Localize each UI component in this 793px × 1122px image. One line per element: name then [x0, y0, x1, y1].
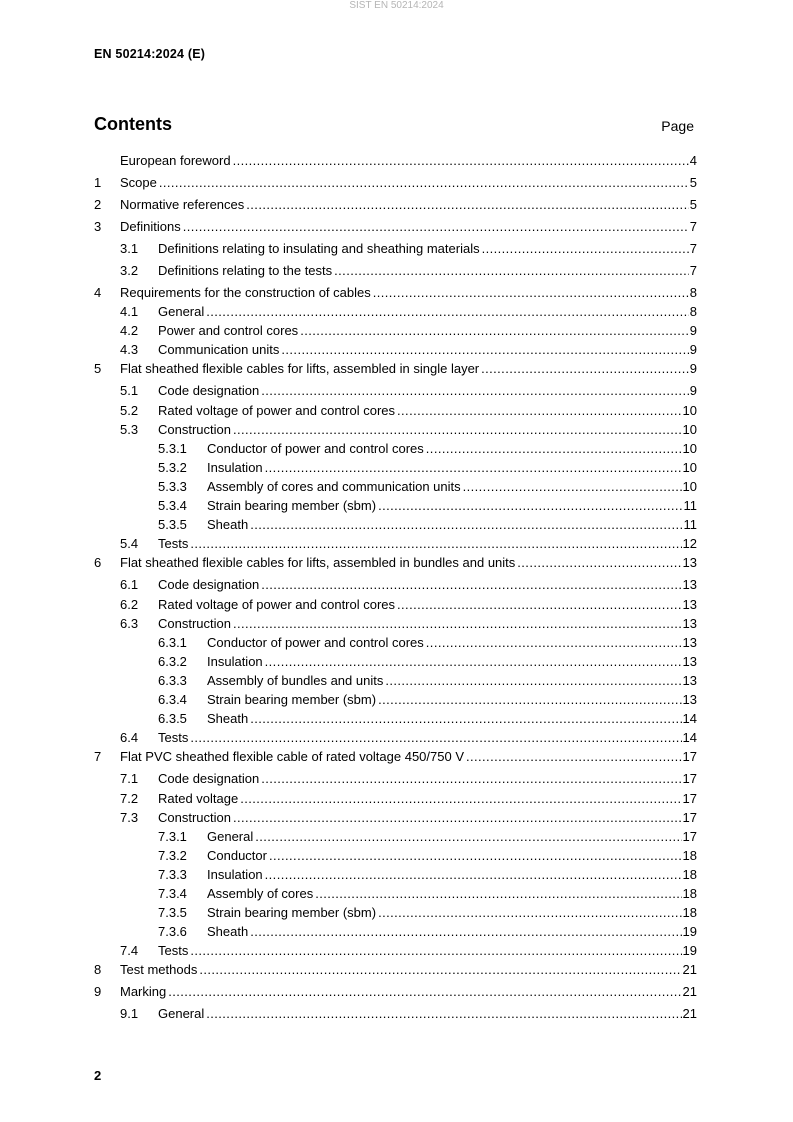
toc-entry-title: General	[207, 829, 254, 844]
toc-dot-leader	[426, 635, 682, 651]
toc-dot-leader	[373, 285, 689, 301]
toc-entry-number: 9	[94, 984, 102, 999]
toc-entry[interactable]	[94, 984, 697, 1000]
toc-entry-number: 5	[94, 361, 102, 376]
toc-dot-leader	[246, 197, 688, 213]
toc-entry-page: 17	[682, 749, 697, 764]
toc-dot-leader	[265, 460, 682, 476]
toc-entry-page: 14	[682, 711, 697, 726]
toc-entry-number: 5.1	[120, 383, 139, 398]
toc-dot-leader	[482, 241, 689, 257]
toc-dot-leader	[261, 771, 681, 787]
toc-dot-leader	[397, 597, 682, 613]
toc-entry-title: Construction	[158, 616, 231, 631]
toc-entry[interactable]	[94, 1006, 697, 1022]
toc-entry-number: 3.1	[120, 241, 139, 256]
toc-entry-number: 2	[94, 197, 102, 212]
toc-entry-page: 18	[682, 867, 697, 882]
toc-entry-title: Communication units	[158, 342, 280, 357]
toc-entry[interactable]	[94, 153, 697, 169]
toc-entry-page: 9	[689, 342, 697, 357]
toc-entry-number: 5.3.1	[158, 441, 187, 456]
toc-entry-number: 6.3.1	[158, 635, 187, 650]
toc-entry-number: 6.3.3	[158, 673, 187, 688]
toc-entry-page: 13	[682, 635, 697, 650]
toc-entry-page: 8	[689, 304, 697, 319]
toc-entry-title: Test methods	[120, 962, 198, 977]
toc-entry-page: 7	[689, 219, 697, 234]
toc-entry[interactable]	[94, 361, 697, 377]
toc-entry-page: 18	[682, 848, 697, 863]
toc-dot-leader	[300, 323, 689, 339]
toc-entry-number: 5.2	[120, 403, 139, 418]
toc-dot-leader	[315, 886, 681, 902]
toc-dot-leader	[240, 791, 681, 807]
toc-entry[interactable]	[94, 323, 697, 339]
toc-dot-leader	[385, 673, 681, 689]
toc-dot-leader	[183, 219, 689, 235]
toc-entry[interactable]	[94, 673, 697, 689]
toc-dot-leader	[466, 749, 682, 765]
toc-entry-title: Construction	[158, 422, 231, 437]
toc-entry[interactable]	[94, 711, 697, 727]
toc-entry[interactable]	[94, 577, 697, 593]
toc-entry[interactable]	[94, 791, 697, 807]
toc-entry-title: Power and control cores	[158, 323, 299, 338]
toc-entry-page: 8	[689, 285, 697, 300]
toc-dot-leader	[190, 943, 681, 959]
toc-entry-number: 3	[94, 219, 102, 234]
toc-entry-number: 9.1	[120, 1006, 139, 1021]
toc-entry-page: 13	[682, 555, 697, 570]
toc-dot-leader	[265, 654, 682, 670]
toc-entry[interactable]	[94, 654, 697, 670]
toc-entry-page: 10	[682, 422, 697, 437]
toc-entry-page: 12	[682, 536, 697, 551]
toc-entry-title: Normative references	[120, 197, 245, 212]
toc-entry-number: 6.3.5	[158, 711, 187, 726]
document-id-header: EN 50214:2024 (E)	[94, 47, 206, 61]
toc-entry[interactable]	[94, 616, 697, 632]
toc-entry[interactable]	[94, 597, 697, 613]
toc-entry-number: 7.3.6	[158, 924, 187, 939]
toc-entry-title: Definitions relating to insulating and sheathing materials	[158, 241, 480, 256]
toc-entry-number: 6.3.2	[158, 654, 187, 669]
toc-entry-title: Construction	[158, 810, 231, 825]
toc-dot-leader	[233, 616, 682, 632]
toc-entry[interactable]	[94, 692, 697, 708]
toc-entry-page: 9	[689, 383, 697, 398]
toc-entry-page: 17	[682, 829, 697, 844]
toc-dot-leader	[378, 498, 682, 514]
toc-entry-page: 13	[682, 597, 697, 612]
toc-entry-number: 7.3.5	[158, 905, 187, 920]
toc-entry-page: 14	[682, 730, 697, 745]
toc-entry-page: 19	[682, 943, 697, 958]
toc-entry-page: 9	[689, 323, 697, 338]
toc-dot-leader	[206, 1006, 681, 1022]
toc-entry-number: 5.3.5	[158, 517, 187, 532]
toc-entry-number: 7.3	[120, 810, 139, 825]
toc-entry-page: 13	[682, 692, 697, 707]
toc-entry-title: Sheath	[207, 711, 249, 726]
toc-entry-number: 1	[94, 175, 102, 190]
toc-entry-number: 6.3.4	[158, 692, 187, 707]
toc-entry-title: Marking	[120, 984, 167, 999]
toc-entry-number: 8	[94, 962, 102, 977]
toc-entry[interactable]	[94, 536, 697, 552]
toc-entry-page: 13	[682, 616, 697, 631]
toc-entry[interactable]	[94, 175, 697, 191]
toc-entry-title: Sheath	[207, 924, 249, 939]
toc-entry[interactable]	[94, 730, 697, 746]
toc-dot-leader	[463, 479, 682, 495]
toc-entry-title: General	[158, 304, 205, 319]
toc-entry[interactable]	[94, 771, 697, 787]
toc-entry-number: 5.3.2	[158, 460, 187, 475]
toc-entry-number: 7	[94, 749, 102, 764]
toc-dot-leader	[378, 905, 681, 921]
toc-entry-title: Code designation	[158, 771, 260, 786]
toc-entry-number: 7.3.1	[158, 829, 187, 844]
toc-entry-title: General	[158, 1006, 205, 1021]
toc-entry-title: Tests	[158, 730, 189, 745]
toc-entry[interactable]	[94, 403, 697, 419]
toc-entry-title: Rated voltage of power and control cores	[158, 403, 396, 418]
toc-entry[interactable]	[94, 304, 697, 320]
toc-entry-number: 4.2	[120, 323, 139, 338]
toc-entry-title: Assembly of bundles and units	[207, 673, 384, 688]
toc-dot-leader	[250, 924, 681, 940]
toc-dot-leader	[159, 175, 689, 191]
toc-entry-page: 9	[689, 361, 697, 376]
toc-entry-title: Definitions	[120, 219, 181, 234]
toc-entry[interactable]	[94, 219, 697, 235]
toc-dot-leader	[190, 536, 681, 552]
footer-page-number: 2	[94, 1068, 102, 1083]
toc-entry-title: Definitions relating to the tests	[158, 263, 333, 278]
toc-entry-number: 4	[94, 285, 102, 300]
toc-entry-number: 5.3.3	[158, 479, 187, 494]
toc-entry[interactable]	[94, 962, 697, 978]
toc-entry[interactable]	[94, 924, 697, 940]
toc-entry-title: Insulation	[207, 460, 263, 475]
toc-dot-leader	[233, 810, 682, 826]
toc-entry-number: 6.1	[120, 577, 139, 592]
toc-entry-title: Strain bearing member (sbm)	[207, 905, 377, 920]
toc-entry[interactable]	[94, 479, 697, 495]
toc-entry-page: 13	[682, 673, 697, 688]
toc-dot-leader	[265, 867, 682, 883]
toc-dot-leader	[250, 711, 681, 727]
toc-entry[interactable]	[94, 441, 697, 457]
toc-entry[interactable]	[94, 829, 697, 845]
toc-entry-page: 10	[682, 441, 697, 456]
page-column-heading: Page	[661, 118, 694, 134]
watermark: SIST EN 50214:2024	[349, 0, 444, 11]
toc-dot-leader	[206, 304, 689, 320]
toc-entry-title: Requirements for the construction of cables	[120, 285, 371, 300]
toc-entry-page: 10	[682, 460, 697, 475]
toc-entry-page: 17	[682, 791, 697, 806]
table-of-contents	[94, 153, 697, 1022]
toc-entry[interactable]	[94, 867, 697, 883]
toc-dot-leader	[481, 361, 689, 377]
toc-entry-page: 17	[682, 771, 697, 786]
toc-entry-page: 21	[682, 984, 697, 999]
toc-entry-page: 18	[682, 905, 697, 920]
toc-entry-number: 6.4	[120, 730, 139, 745]
toc-entry-title: Rated voltage of power and control cores	[158, 597, 396, 612]
toc-entry[interactable]	[94, 635, 697, 651]
toc-entry[interactable]	[94, 905, 697, 921]
toc-entry[interactable]	[94, 383, 697, 399]
toc-entry[interactable]	[94, 810, 697, 826]
toc-dot-leader	[261, 383, 689, 399]
toc-entry-title: Flat sheathed flexible cables for lifts, assembled in single layer	[120, 361, 480, 376]
toc-entry[interactable]	[94, 498, 697, 514]
toc-dot-leader	[199, 962, 681, 978]
toc-entry-number: 7.4	[120, 943, 139, 958]
toc-dot-leader	[281, 342, 688, 358]
toc-entry-title: Flat sheathed flexible cables for lifts, assembled in bundles and units	[120, 555, 516, 570]
toc-entry-number: 7.3.4	[158, 886, 187, 901]
toc-entry-page: 10	[682, 403, 697, 418]
toc-dot-leader	[261, 577, 681, 593]
toc-entry-number: 4.3	[120, 342, 139, 357]
toc-dot-leader	[233, 422, 682, 438]
toc-entry-number: 7.3.3	[158, 867, 187, 882]
toc-entry[interactable]	[94, 886, 697, 902]
toc-dot-leader	[517, 555, 681, 571]
toc-entry-title: Scope	[120, 175, 157, 190]
contents-heading: Contents	[94, 114, 172, 134]
toc-entry[interactable]	[94, 460, 697, 476]
toc-entry-page: 7	[689, 263, 697, 278]
toc-entry[interactable]	[94, 555, 697, 571]
toc-entry-number: 6	[94, 555, 102, 570]
toc-entry-title: Assembly of cores	[207, 886, 314, 901]
toc-entry-page: 10	[682, 479, 697, 494]
toc-entry[interactable]	[94, 848, 697, 864]
toc-entry[interactable]	[94, 749, 697, 765]
toc-entry-page: 4	[689, 153, 697, 168]
toc-entry-number: 7.1	[120, 771, 139, 786]
toc-entry-title: Tests	[158, 536, 189, 551]
toc-entry-number: 3.2	[120, 263, 139, 278]
toc-entry-title: Tests	[158, 943, 189, 958]
toc-dot-leader	[250, 517, 682, 533]
toc-entry[interactable]	[94, 342, 697, 358]
toc-entry-number: 7.3.2	[158, 848, 187, 863]
toc-dot-leader	[397, 403, 682, 419]
toc-entry-number: 6.2	[120, 597, 139, 612]
toc-entry-title: Assembly of cores and communication units	[207, 479, 461, 494]
toc-entry-page: 5	[689, 175, 697, 190]
toc-entry-title: Rated voltage	[158, 791, 239, 806]
toc-entry-title: Flat PVC sheathed flexible cable of rated voltage 450/750 V	[120, 749, 464, 764]
toc-entry-number: 7.2	[120, 791, 139, 806]
toc-entry-page: 13	[682, 577, 697, 592]
toc-entry-page: 19	[682, 924, 697, 939]
toc-entry-title: Strain bearing member (sbm)	[207, 498, 377, 513]
toc-entry-title: European foreword	[120, 153, 231, 168]
toc-entry-page: 13	[682, 654, 697, 669]
toc-entry[interactable]	[94, 263, 697, 279]
toc-entry-title: Code designation	[158, 383, 260, 398]
toc-entry-page: 21	[682, 962, 697, 977]
toc-entry-title: Conductor of power and control cores	[207, 635, 424, 650]
toc-entry-page: 17	[682, 810, 697, 825]
toc-dot-leader	[168, 984, 681, 1000]
toc-entry-title: Code designation	[158, 577, 260, 592]
toc-entry[interactable]	[94, 241, 697, 257]
toc-dot-leader	[334, 263, 689, 279]
toc-dot-leader	[426, 441, 682, 457]
toc-entry-page: 11	[683, 517, 697, 532]
toc-entry-page: 5	[689, 197, 697, 212]
toc-entry-number: 6.3	[120, 616, 139, 631]
toc-entry[interactable]	[94, 422, 697, 438]
toc-entry-title: Conductor	[207, 848, 267, 863]
toc-entry[interactable]	[94, 517, 697, 533]
toc-dot-leader	[378, 692, 681, 708]
toc-entry[interactable]	[94, 197, 697, 213]
toc-entry-number: 5.3.4	[158, 498, 187, 513]
toc-entry-title: Strain bearing member (sbm)	[207, 692, 377, 707]
toc-entry-title: Conductor of power and control cores	[207, 441, 424, 456]
toc-dot-leader	[190, 730, 681, 746]
toc-entry-title: Insulation	[207, 867, 263, 882]
toc-entry-page: 7	[689, 241, 697, 256]
toc-dot-leader	[233, 153, 689, 169]
toc-entry[interactable]	[94, 943, 697, 959]
toc-entry-number: 4.1	[120, 304, 139, 319]
toc-dot-leader	[269, 848, 682, 864]
toc-entry-title: Sheath	[207, 517, 249, 532]
toc-dot-leader	[255, 829, 681, 845]
toc-entry-number: 5.3	[120, 422, 139, 437]
toc-entry-number: 5.4	[120, 536, 139, 551]
toc-entry-page: 18	[682, 886, 697, 901]
toc-entry[interactable]	[94, 285, 697, 301]
toc-entry-title: Insulation	[207, 654, 263, 669]
toc-entry-page: 11	[683, 498, 697, 513]
toc-entry-page: 21	[682, 1006, 697, 1021]
